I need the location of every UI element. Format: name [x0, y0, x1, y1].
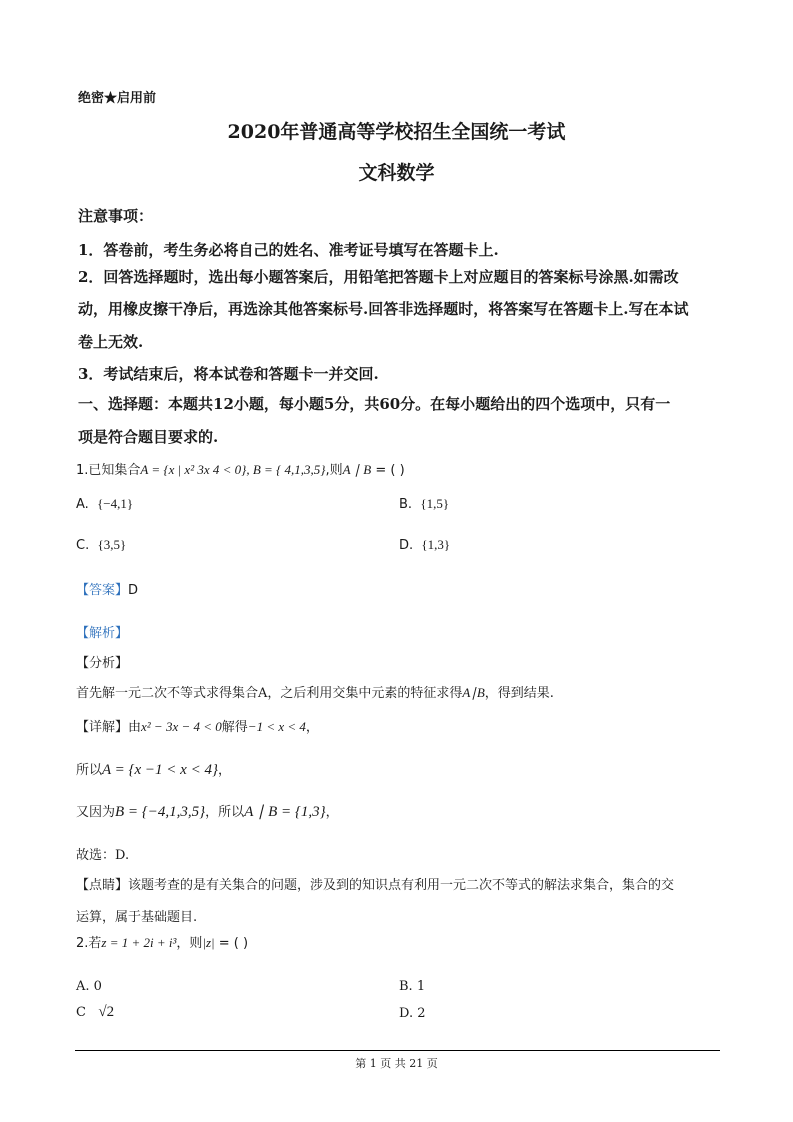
q1-detail: [76, 716, 319, 735]
q1-detail-mid: 解得: [221, 720, 248, 735]
q1-analysis-tag: 【解析】: [76, 626, 129, 641]
q1-answer: [76, 579, 138, 598]
q1-so-set: A = {x −1 < x < 4}: [102, 762, 218, 778]
classification-label: 绝密★启用前: [78, 91, 157, 106]
q2-mid: ，则: [176, 936, 203, 951]
q1-fenxi-expr: A∣B: [462, 685, 485, 700]
q1-option-a-value: {−4,1}: [97, 496, 134, 511]
q1-suffix: = ( ): [375, 463, 405, 478]
q2-option-c: [76, 1004, 114, 1021]
notice-item-3: 3．考试结束后，将本试卷和答题卡一并交回.: [78, 365, 379, 383]
q1-option-b-label: B.: [399, 497, 413, 512]
q2-abs: |z|: [202, 935, 215, 950]
q1-fenxi-tag: 【分析】: [76, 656, 129, 671]
q2-option-b: B. 1: [399, 979, 426, 994]
q1-because-prefix: 又因为: [76, 805, 116, 820]
q1-prefix: 1.已知集合: [76, 463, 141, 478]
notice-item-2-line-2: 动，用橡皮擦干净后，再选涂其他答案标号.回答非选择题时，将答案写在答题卡上.写在本试: [78, 300, 689, 318]
q1-answer-value: D: [128, 583, 139, 598]
q1-option-b-value: {1,5}: [420, 496, 450, 511]
question-2: [76, 932, 248, 951]
q1-mid: ,则: [325, 463, 343, 478]
q1-fenxi-tail: ，得到结果.: [484, 686, 554, 701]
q1-option-c: [76, 537, 126, 553]
q1-comment-line-2: 运算，属于基础题目.: [76, 910, 198, 925]
notice-item-2-line-3: 卷上无效.: [78, 333, 144, 351]
section-heading-line-1: 一、选择题：本题共12小题，每小题5分，共60分。在每小题给出的四个选项中，只有一: [78, 395, 671, 413]
exam-subtitle: 文科数学: [358, 162, 435, 184]
q1-detail-tag: 【详解】由: [76, 720, 142, 735]
q1-detail-end: ，: [305, 720, 319, 735]
question-1: [76, 459, 405, 478]
q1-option-c-value: {3,5}: [97, 537, 127, 552]
q1-because-set: B = {−4,1,3,5}: [115, 804, 206, 820]
q1-because-line: [76, 801, 339, 821]
q2-prefix: 2.若: [76, 936, 102, 951]
q1-option-a-label: A.: [76, 497, 89, 512]
q1-so-line: [76, 759, 231, 779]
q1-option-d-label: D.: [399, 538, 414, 553]
q1-fenxi-text: [76, 682, 554, 701]
q1-option-d-value: {1,3}: [421, 537, 451, 552]
q1-choose: 故选：D.: [76, 848, 130, 863]
q2-suffix: = ( ): [218, 936, 249, 951]
q2-option-d: D. 2: [399, 1006, 426, 1021]
q1-comment-line-1: 【点睛】该题考查的是有关集合的问题，涉及到的知识点有利用一元二次不等式的解法求集合，集合的交: [76, 878, 675, 893]
q1-expr: A ∣ B: [342, 462, 372, 477]
notice-heading: 注意事项：: [78, 207, 154, 225]
footer-divider: [75, 1050, 720, 1051]
section-heading-line-2: 项是符合题目要求的.: [78, 428, 219, 446]
q1-so-end: ，: [217, 763, 231, 778]
q1-fenxi-sentence: 首先解一元二次不等式求得集合A，之后利用交集中元素的特征求得: [76, 686, 463, 701]
q1-so-prefix: 所以: [76, 763, 103, 778]
q1-option-b: [399, 496, 449, 512]
notice-item-1: 1．答卷前，考生务必将自己的姓名、准考证号填写在答题卡上.: [78, 241, 499, 259]
page-footer: 第 1 页 共 21 页: [355, 1057, 438, 1070]
q2-option-c-value: √2: [98, 1004, 115, 1020]
q2-expr: z = 1 + 2i + i³: [101, 935, 177, 950]
q1-sets: A = {x | x² 3x 4 < 0}, B = { 4,1,3,5}: [140, 462, 326, 477]
exam-title: 2020年普通高等学校招生全国统一考试: [227, 121, 566, 143]
q1-detail-range: −1 < x < 4: [247, 719, 306, 734]
q1-option-c-label: C.: [76, 538, 90, 553]
q1-answer-tag: 【答案】: [76, 583, 129, 598]
q1-option-d: [399, 537, 450, 553]
q1-detail-inequality: x² − 3x − 4 < 0: [141, 719, 222, 734]
q1-option-a: [76, 496, 133, 512]
q2-option-a: A. 0: [76, 979, 102, 994]
notice-item-2-line-1: 2．回答选择题时，选出每小题答案后，用铅笔把答题卡上对应题目的答案标号涂黑.如需改: [78, 268, 679, 286]
q2-option-c-label: C: [76, 1005, 86, 1020]
q1-because-mid: ，所以: [205, 805, 245, 820]
q1-because-end: ，: [325, 805, 339, 820]
q1-because-result: A ∣ B = {1,3}: [244, 804, 326, 820]
